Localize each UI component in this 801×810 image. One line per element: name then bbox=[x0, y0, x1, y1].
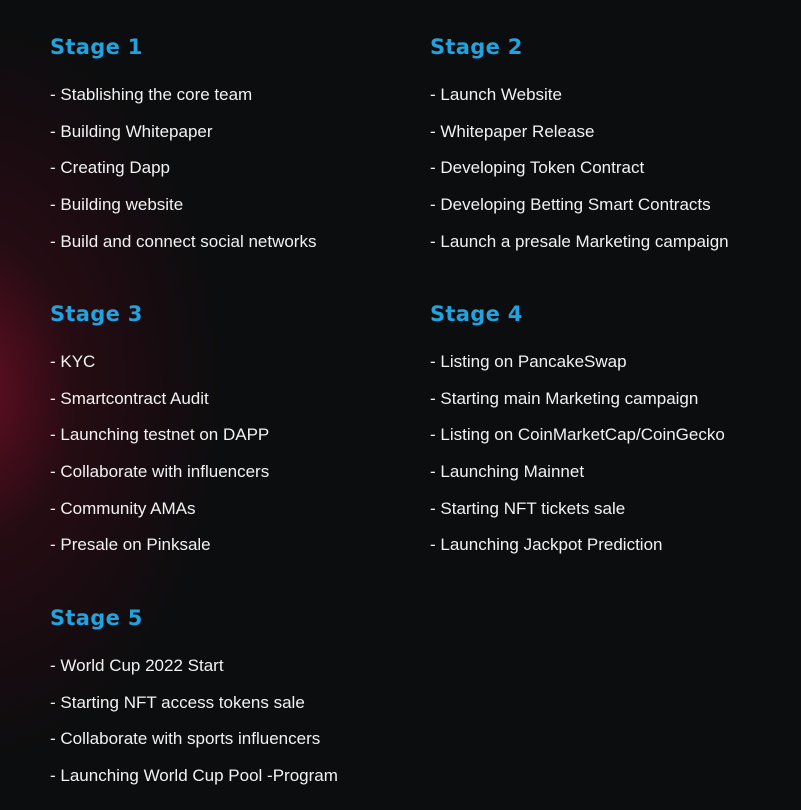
stage-4-title: Stage 4 bbox=[430, 302, 523, 326]
list-item: - KYC bbox=[50, 352, 96, 371]
stage-1-title: Stage 1 bbox=[50, 35, 143, 59]
stage-5-title: Stage 5 bbox=[50, 606, 143, 630]
stage-4-section bbox=[430, 301, 790, 555]
stage-3-title: Stage 3 bbox=[50, 302, 143, 326]
list-item: - Building website bbox=[50, 195, 184, 215]
list-item: - Creating Dapp bbox=[50, 158, 171, 178]
stage-1-list bbox=[50, 85, 316, 268]
stage-1-section bbox=[50, 34, 410, 251]
list-item: - Collaborate with sports influencers bbox=[50, 729, 321, 749]
list-item: - Launching testnet on DAPP bbox=[50, 425, 270, 445]
list-item: - Community AMAs bbox=[50, 498, 196, 518]
stage-3-list bbox=[50, 352, 269, 572]
list-item: - Starting main Marketing campaign bbox=[430, 388, 699, 408]
stage-4-list bbox=[430, 352, 725, 572]
stage-2-list bbox=[430, 85, 729, 268]
list-item: - Launching Jackpot Prediction bbox=[430, 535, 663, 555]
stage-2-title: Stage 2 bbox=[430, 35, 523, 59]
list-item: - Starting NFT tickets sale bbox=[430, 498, 626, 518]
stage-5-list bbox=[50, 656, 338, 803]
stage-2-section bbox=[430, 34, 790, 251]
list-item: - Collaborate with influencers bbox=[50, 462, 270, 482]
list-item: - Build and connect social networks bbox=[50, 231, 317, 251]
list-item: - Launch a presale Marketing campaign bbox=[430, 231, 729, 251]
list-item: - Presale on Pinksale bbox=[50, 535, 211, 555]
list-item: - Launching World Cup Pool -Program bbox=[50, 766, 338, 786]
list-item: - Listing on CoinMarketCap/CoinGecko bbox=[430, 425, 725, 445]
list-item: - Whitepaper Release bbox=[430, 121, 595, 141]
list-item: - Smartcontract Audit bbox=[50, 388, 209, 408]
list-item: - Listing on PancakeSwap bbox=[430, 352, 627, 371]
list-item: - Starting NFT access tokens sale bbox=[50, 692, 305, 712]
list-item: - World Cup 2022 Start bbox=[50, 656, 224, 675]
list-item: - Developing Token Contract bbox=[430, 158, 645, 178]
list-item: - Building Whitepaper bbox=[50, 121, 213, 141]
list-item: - Developing Betting Smart Contracts bbox=[430, 195, 711, 215]
list-item: - Launching Mainnet bbox=[430, 462, 585, 482]
stage-3-section bbox=[50, 301, 410, 555]
list-item: - Stablishing the core team bbox=[50, 85, 253, 104]
list-item: - Launch Website bbox=[430, 85, 562, 104]
stage-5-section bbox=[50, 605, 410, 786]
